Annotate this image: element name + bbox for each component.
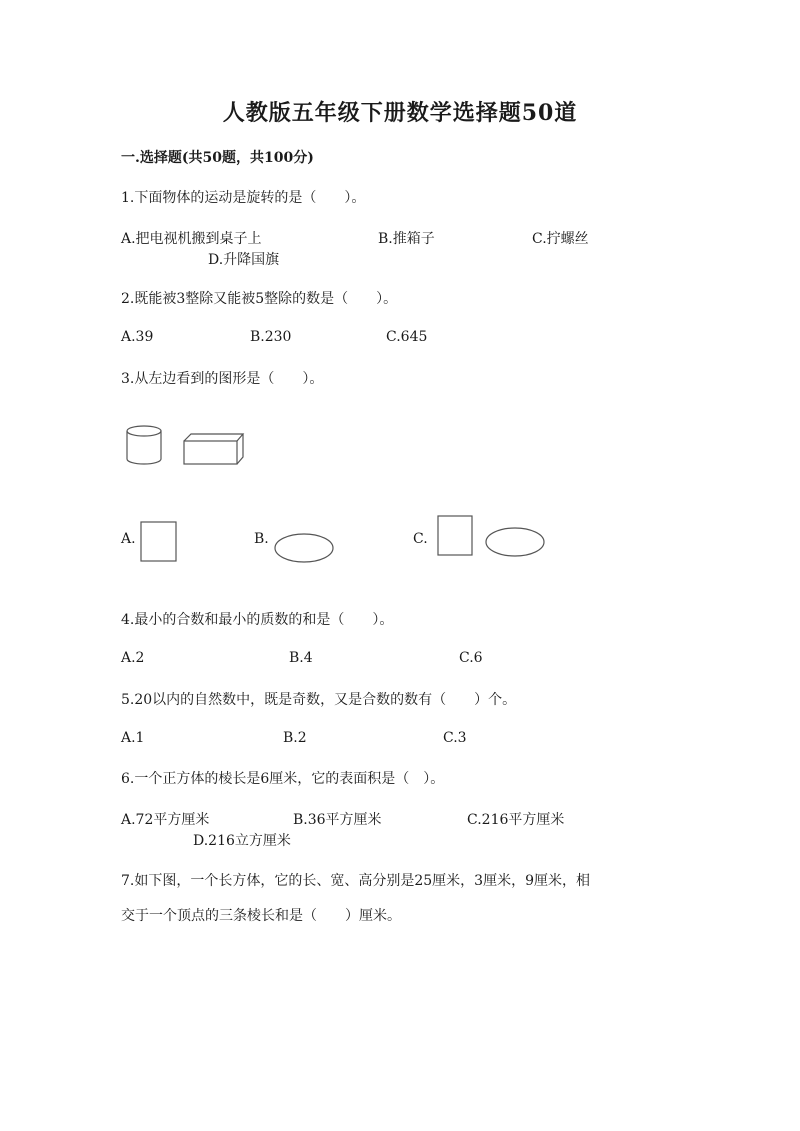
q3-option-c-shapes [436, 515, 548, 559]
q1-option-a: A.把电视机搬到桌子上 [121, 231, 262, 247]
question-4: 4.最小的合数和最小的质数的和是（ ）。 [121, 612, 394, 628]
question-2: 2.既能被3整除又能被5整除的数是（ ）。 [121, 291, 398, 307]
q1-option-b: B.推箱子 [378, 231, 435, 247]
question-5: 5.20以内的自然数中，既是奇数，又是合数的数有（ ）个。 [121, 692, 517, 708]
q5-option-c: C.3 [443, 730, 467, 746]
q4-option-a: A.2 [121, 650, 145, 666]
q5-option-b: B.2 [283, 730, 307, 746]
page-title: 人教版五年级下册数学选择题50道 [222, 100, 578, 126]
section-heading: 一.选择题(共50题，共100分) [121, 150, 314, 166]
q2-option-c: C.645 [386, 329, 428, 345]
question-7-line-1: 7.如下图，一个长方体，它的长、宽、高分别是25厘米，3厘米，9厘米，相 [121, 873, 590, 889]
q2-option-a: A.39 [121, 329, 154, 345]
q3-option-a: A. [121, 531, 136, 547]
q3-option-b: B. [254, 531, 269, 547]
question-7-line-2: 交于一个顶点的三条棱长和是（ ）厘米。 [121, 908, 401, 924]
q2-option-b: B.230 [250, 329, 292, 345]
q6-option-b: B.36平方厘米 [293, 812, 382, 828]
q1-option-c: C.拧螺丝 [532, 231, 589, 247]
q5-option-a: A.1 [121, 730, 145, 746]
question-3: 3.从左边看到的图形是（ ）。 [121, 371, 324, 387]
q3-option-a-square-shape [140, 521, 178, 563]
question-6: 6.一个正方体的棱长是6厘米，它的表面积是（ ）。 [121, 771, 445, 787]
q1-option-d: D.升降国旗 [208, 252, 280, 268]
q4-option-c: C.6 [459, 650, 483, 666]
q3-option-c: C. [413, 531, 428, 547]
q6-option-a: A.72平方厘米 [121, 812, 210, 828]
q3-option-b-ellipse-shape [273, 532, 335, 564]
q6-option-c: C.216平方厘米 [467, 812, 565, 828]
q3-solids-figure [120, 418, 250, 470]
q4-option-b: B.4 [289, 650, 313, 666]
cylinder-shape [127, 426, 161, 464]
question-1: 1.下面物体的运动是旋转的是（ ）。 [121, 190, 366, 206]
cuboid-shape [184, 434, 243, 464]
q6-option-d: D.216立方厘米 [193, 833, 291, 849]
